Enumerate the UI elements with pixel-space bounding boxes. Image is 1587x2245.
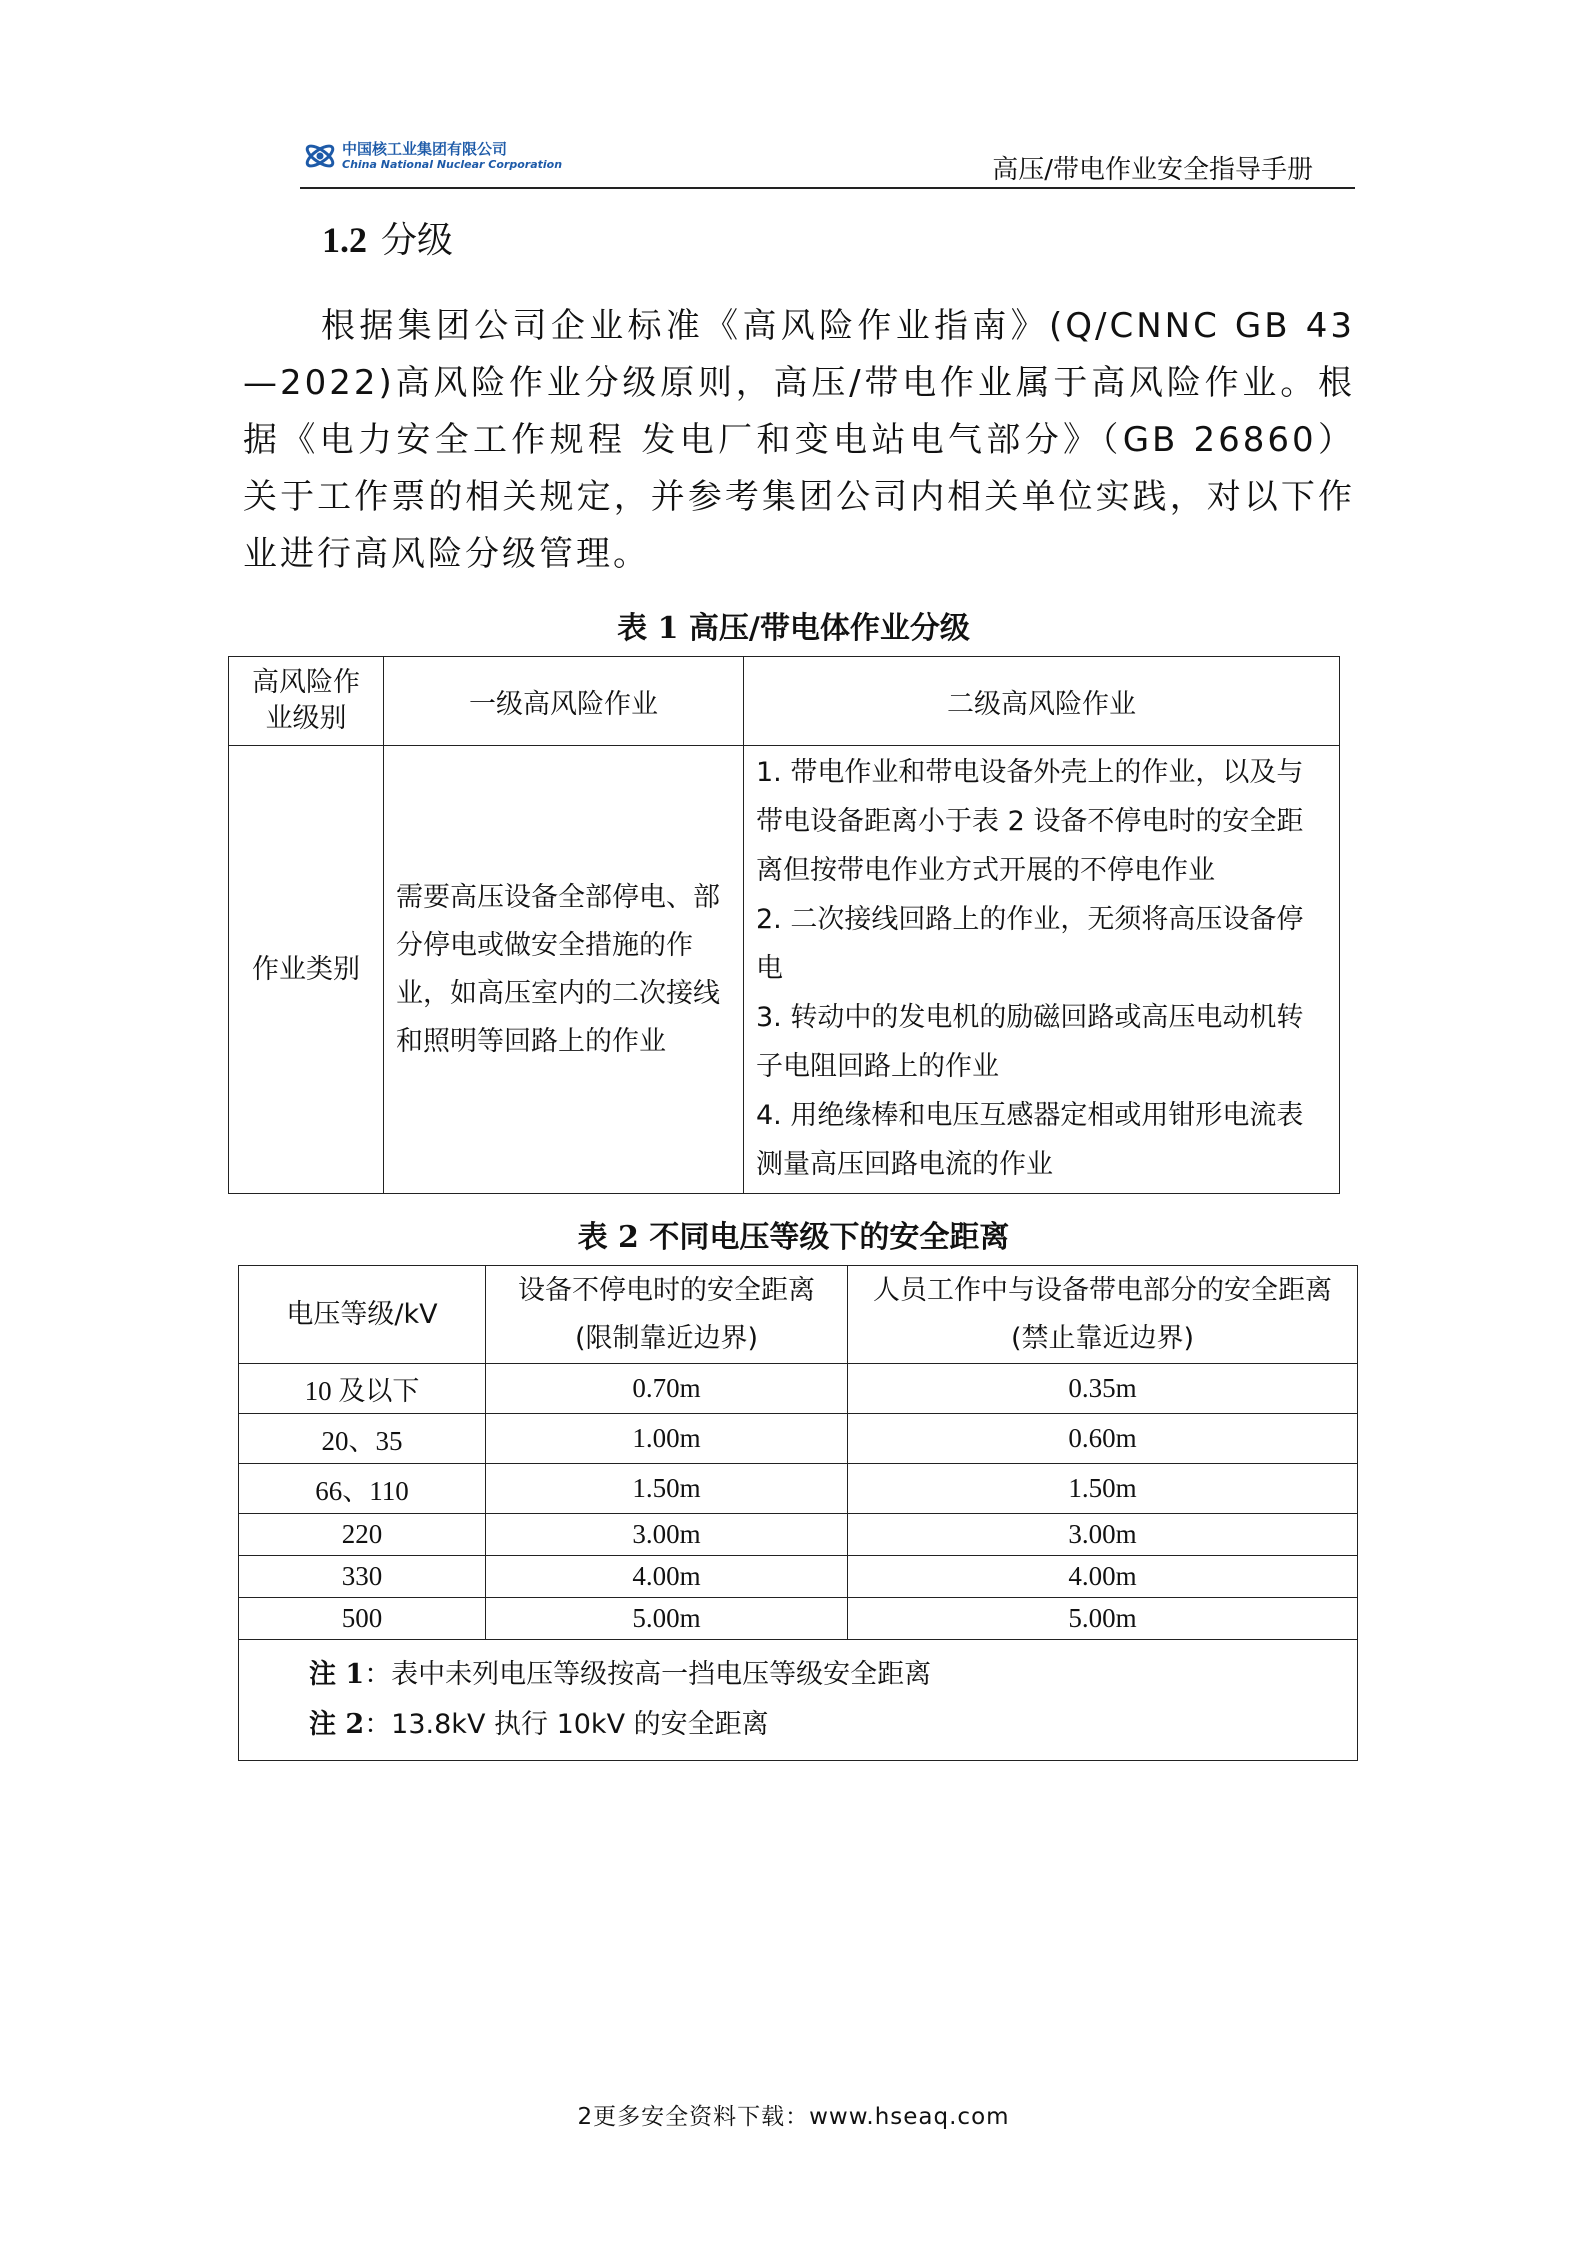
cell-equipment-distance: 1.50m — [486, 1464, 848, 1514]
header-line: 人员工作中与设备带电部分的安全距离 — [873, 1274, 1332, 1306]
table-row — [239, 1598, 1358, 1640]
header-cell-person-distance — [848, 1266, 1358, 1364]
table-row — [239, 1464, 1358, 1514]
note-item — [309, 1650, 1287, 1700]
header-line: (禁止靠近边界) — [1010, 1322, 1195, 1354]
header-line: (限制靠近边界) — [574, 1322, 759, 1354]
cell-person-distance: 5.00m — [848, 1598, 1358, 1640]
note-text: ：13.8kV 执行 10kV 的安全距离 — [364, 1709, 769, 1740]
header-cell-level1: 一级高风险作业 — [384, 657, 744, 746]
table-row — [239, 1514, 1358, 1556]
table-notes — [239, 1640, 1358, 1761]
level2-description — [744, 746, 1340, 1194]
section-number: 1.2 — [322, 220, 367, 260]
list-item: 2. 二次接线回路上的作业，无须将高压设备停电 — [756, 904, 1304, 984]
page-footer: 2更多安全资料下载：www.hseaq.com — [577, 2104, 1010, 2130]
table-header-row — [229, 657, 1340, 746]
cell-person-distance: 1.50m — [848, 1464, 1358, 1514]
note-label: 注 2 — [309, 1709, 365, 1740]
safety-distance-table — [238, 1265, 1358, 1761]
list-item: 4. 用绝缘棒和电压互感器定相或用钳形电流表测量高压回路电流的作业 — [756, 1100, 1304, 1180]
cell-person-distance: 4.00m — [848, 1556, 1358, 1598]
table-row — [229, 746, 1340, 1194]
row-label-category: 作业类别 — [229, 746, 384, 1194]
risk-level-table — [228, 656, 1340, 1194]
table-row — [239, 1556, 1358, 1598]
header-cell-level2: 二级高风险作业 — [744, 657, 1340, 746]
cell-voltage: 20、35 — [239, 1414, 486, 1464]
table-notes-row — [239, 1640, 1358, 1761]
cell-voltage: 66、110 — [239, 1464, 486, 1514]
atom-logo-icon — [302, 139, 338, 173]
cell-equipment-distance: 3.00m — [486, 1514, 848, 1556]
header-cell-equipment-distance — [486, 1266, 848, 1364]
logo-cn-text: 中国核工业集团有限公司 — [342, 140, 508, 158]
header-cell-voltage: 电压等级/kV — [239, 1266, 486, 1364]
cell-equipment-distance: 5.00m — [486, 1598, 848, 1640]
cell-equipment-distance: 0.70m — [486, 1364, 848, 1414]
note-label: 注 1 — [309, 1659, 365, 1690]
section-heading — [322, 212, 453, 263]
table-row — [239, 1364, 1358, 1414]
table2-caption: 表 2 不同电压等级下的安全距离 — [577, 1220, 1010, 1255]
cell-equipment-distance: 4.00m — [486, 1556, 848, 1598]
section-title: 分级 — [381, 220, 454, 261]
cell-voltage: 500 — [239, 1598, 486, 1640]
list-item: 3. 转动中的发电机的励磁回路或高压电动机转子电阻回路上的作业 — [756, 1002, 1304, 1082]
logo-en-text: China National Nuclear Corporation — [342, 158, 563, 171]
header-title: 高压/带电作业安全指导手册 — [992, 155, 1313, 185]
table-row — [239, 1414, 1358, 1464]
cell-person-distance: 3.00m — [848, 1514, 1358, 1556]
cell-voltage: 10 及以下 — [239, 1364, 486, 1414]
cnnc-logo — [302, 139, 562, 173]
cell-person-distance: 0.35m — [848, 1364, 1358, 1414]
cell-voltage: 330 — [239, 1556, 486, 1598]
table-header-row — [239, 1266, 1358, 1364]
cell-equipment-distance: 1.00m — [486, 1414, 848, 1464]
body-paragraph: 根据集团公司企业标准《高风险作业指南》(Q/CNNC GB 43—2022)高风险作业分级原则，高压/带电作业属于高风险作业。根据《电力安全工作规程 发电厂和变电站电气部分》（GB 26860）关于工作票的相关规定，并参考集团公司内相关单位实践，对以下作业进行高风险分级管理。 — [243, 306, 1355, 574]
cell-person-distance: 0.60m — [848, 1414, 1358, 1464]
header-line: 设备不停电时的安全距离 — [518, 1274, 815, 1306]
level1-description: 需要高压设备全部停电、部分停电或做安全措施的作业，如高压室内的二次接线和照明等回路上的作业 — [384, 746, 744, 1194]
note-text: ：表中未列电压等级按高一挡电压等级安全距离 — [364, 1659, 932, 1690]
header-cell-level: 高风险作业级别 — [229, 657, 384, 746]
list-item: 1. 带电作业和带电设备外壳上的作业，以及与带电设备距离小于表 2 设备不停电时的安全距离但按带电作业方式开展的不停电作业 — [756, 757, 1304, 886]
note-item — [309, 1700, 1287, 1750]
cell-voltage: 220 — [239, 1514, 486, 1556]
table1-caption: 表 1 高压/带电体作业分级 — [617, 611, 970, 646]
page-header — [300, 135, 1355, 189]
